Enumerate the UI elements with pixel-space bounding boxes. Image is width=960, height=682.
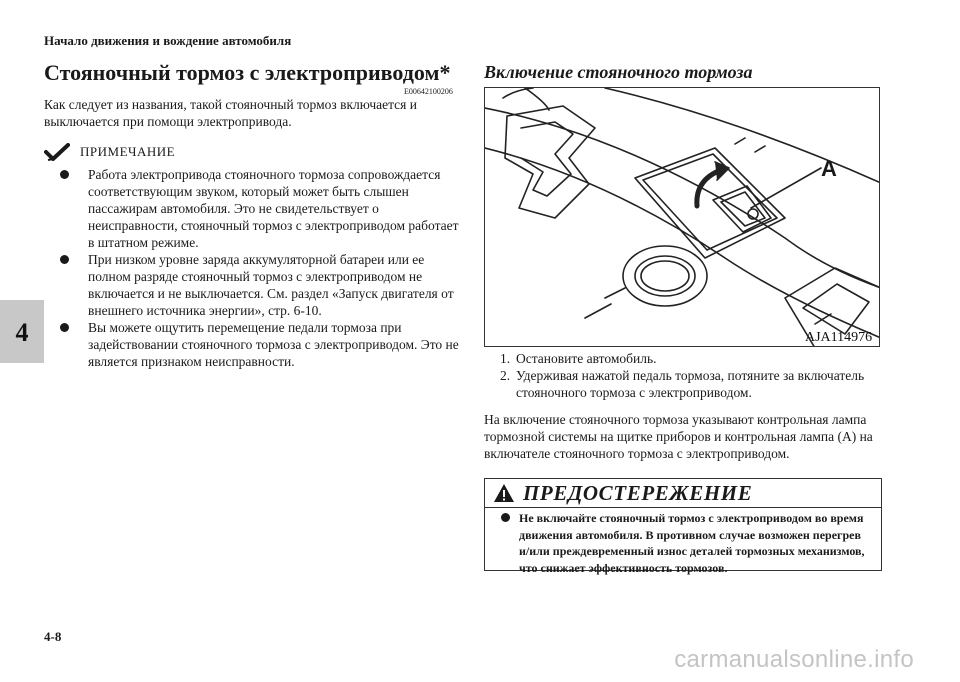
note-block bbox=[44, 142, 464, 370]
site-watermark: carmanualsonline.info bbox=[674, 646, 914, 673]
step-text: Удерживая нажатой педаль тормоза, потяните за включатель стояночного тормоза с электроприводом. bbox=[516, 368, 865, 400]
list-item-text: Вы можете ощутить перемещение педали тормоза при задействовании стояночного тормоза с электроприводом. Это не является признаком неисправности. bbox=[88, 320, 459, 369]
step-number: 2. bbox=[500, 368, 511, 383]
list-item bbox=[44, 166, 464, 251]
figure-id: AJA114976 bbox=[805, 330, 873, 345]
chapter-number: 4 bbox=[15, 318, 29, 347]
bullet-dot-icon bbox=[60, 323, 69, 332]
bullet-dot-icon bbox=[60, 170, 69, 179]
warning-triangle-icon bbox=[493, 483, 515, 503]
figure-callout-letter: A bbox=[821, 156, 837, 181]
warning-text: Не включайте стояночный тормоз с электроприводом во время движения автомобиля. В противном случае возможен перегрев и/или преждевременный износ деталей тормозных механизмов, что снижает эффективность тормозов. bbox=[519, 511, 865, 575]
warning-title: ПРЕДОСТЕРЕЖЕНИЕ bbox=[523, 480, 753, 505]
step-text: Остановите автомобиль. bbox=[516, 351, 657, 366]
page-number: 4-8 bbox=[44, 629, 62, 644]
list-item bbox=[44, 319, 464, 370]
step-item bbox=[490, 350, 890, 367]
list-item bbox=[44, 251, 464, 319]
warning-header bbox=[485, 479, 881, 508]
page-header: Начало движения и вождение автомобиля bbox=[44, 33, 292, 48]
list-item-text: Работа электропривода стояночного тормоза сопровождается соответствующим звуком, который может быть слышен пассажирам автомобиля. Это не свидетельствует о неисправности, стояночный тормоз с электроприводом работает в штатном режиме. bbox=[88, 167, 459, 250]
bullet-dot-icon bbox=[501, 513, 510, 522]
note-list bbox=[44, 166, 464, 370]
step-item bbox=[490, 367, 890, 401]
pencil-check-icon bbox=[44, 143, 70, 161]
indicator-paragraph: На включение стояночного тормоза указывают контрольная лампа тормозной системы на щитке приборов и контрольная лампа (A) на включателе стояночного тормоза с электроприводом. bbox=[484, 412, 873, 461]
warning-box bbox=[484, 478, 882, 575]
bullet-dot-icon bbox=[60, 255, 69, 264]
note-header bbox=[44, 142, 464, 162]
section-title: Стояночный тормоз с электроприводом* bbox=[44, 60, 451, 85]
intro-paragraph: Как следует из названия, такой стояночный тормоз включается и выключается при помощи электропривода. bbox=[44, 97, 417, 129]
subsection-title: Включение стояночного тормоза bbox=[484, 62, 753, 82]
list-item-text: При низком уровне заряда аккумуляторной батареи или ее полном разряде стояночный тормоз с электроприводом не включается и не выключается. См. раздел «Запуск двигателя от внешнего источника энергии», стр. 6-10. bbox=[88, 252, 454, 318]
section-code: E00642100206 bbox=[404, 87, 453, 96]
console-illustration bbox=[485, 88, 880, 347]
parking-brake-figure bbox=[484, 87, 880, 347]
steps-list bbox=[490, 350, 890, 401]
note-label: ПРИМЕЧАНИЕ bbox=[80, 144, 176, 159]
warning-body bbox=[485, 508, 881, 576]
step-number: 1. bbox=[500, 351, 511, 366]
